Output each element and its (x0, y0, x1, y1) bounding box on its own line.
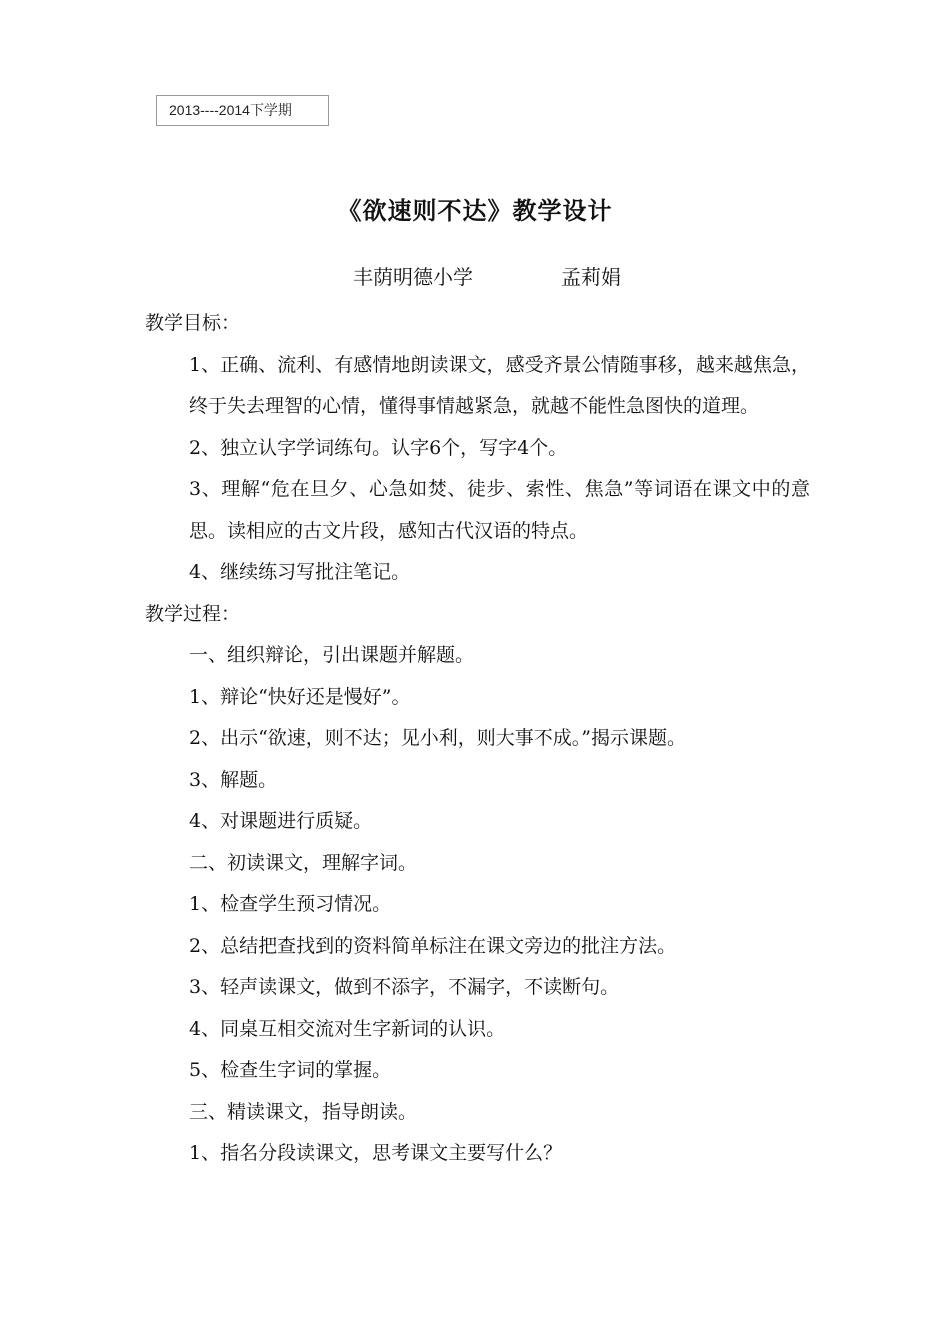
process-step: 3、轻声读课文，做到不添字，不漏字，不读断句。 (189, 976, 620, 998)
term-label: 2013----2014下学期 (169, 102, 292, 118)
document-title: 《欲速则不达》教学设计 (337, 197, 613, 225)
process-heading: 教学过程： (145, 602, 241, 625)
section-heading: 二、初读课文，理解字词。 (189, 851, 418, 874)
author-name: 孟莉娟 (561, 265, 621, 289)
byline (353, 262, 621, 292)
process-step: 2、总结把查找到的资料简单标注在课文旁边的批注方法。 (189, 934, 677, 957)
objective-item: 2、独立认字学词练句。认字6个，写字4个。 (189, 436, 568, 459)
process-step: 1、辩论“快好还是慢好”。 (189, 685, 411, 708)
objectives-heading: 教学目标： (145, 312, 241, 334)
process-step: 5、检查生字词的掌握。 (189, 1059, 392, 1081)
section-heading: 三、精读课文，指导朗读。 (189, 1100, 418, 1123)
objective-item: 3、理解“危在旦夕、心急如焚、徒步、索性、焦急”等词语在课文中的意思。读相应的古文片段，感知古代汉语的特点。 (189, 478, 810, 542)
term-label-box (156, 95, 329, 126)
process-step: 3、解题。 (189, 768, 278, 791)
section-heading: 一、组织辩论，引出课题并解题。 (189, 644, 475, 666)
document-body (145, 303, 810, 1175)
process-step: 1、检查学生预习情况。 (189, 893, 392, 915)
process-step: 4、同桌互相交流对生字新词的认识。 (189, 1017, 506, 1040)
objective-item: 4、继续练习写批注笔记。 (189, 561, 411, 583)
school-name: 丰荫明德小学 (353, 265, 473, 289)
process-step: 2、出示“欲速，则不达；见小利，则大事不成。”揭示课题。 (189, 727, 687, 749)
process-step: 1、指名分段读课文，思考课文主要写什么？ (189, 1142, 563, 1164)
objective-item: 1、正确、流利、有感情地朗读课文，感受齐景公情随事移，越来越焦急，终于失去理智的心情，懂得事情越紧急，就越不能性急图快的道理。 (189, 353, 810, 417)
process-step: 4、对课题进行质疑。 (189, 810, 373, 832)
